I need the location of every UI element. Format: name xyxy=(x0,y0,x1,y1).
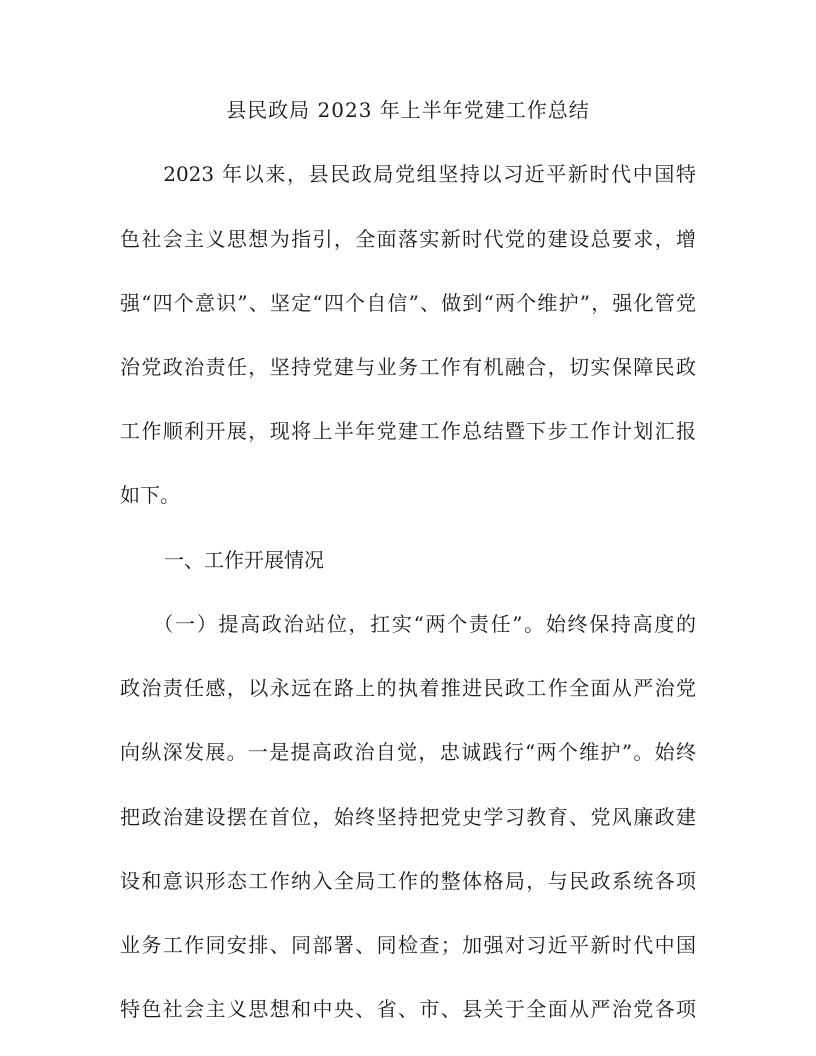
paragraph-line-9: 政治责任感，以永远在路上的执着推进民政工作全面从严治党 xyxy=(120,676,696,700)
paragraph-line-1: 2023 年以来，县民政局党组坚持以习近平新时代中国特 xyxy=(120,162,696,186)
document-title: 县民政局 2023 年上半年党建工作总结 xyxy=(226,98,590,122)
section-heading: 一、工作开展情况 xyxy=(164,548,324,572)
paragraph-line-5: 工作顺利开展，现将上半年党建工作总结暨下步工作计划汇报 xyxy=(120,419,696,443)
paragraph-line-4: 治党政治责任，坚持党建与业务工作有机融合，切实保障民政 xyxy=(120,355,696,379)
paragraph-line-2: 色社会主义思想为指引，全面落实新时代党的建设总要求，增 xyxy=(120,227,696,251)
paragraph-line-13: 业务工作同安排、同部署、同检查；加强对习近平新时代中国 xyxy=(120,933,696,957)
paragraph-line-8: （一）提高政治站位，扛实“两个责任”。始终保持高度的 xyxy=(120,612,696,636)
paragraph-line-11: 把政治建设摆在首位，始终坚持把党史学习教育、党风廉政建 xyxy=(120,805,696,829)
paragraph-line-14: 特色社会主义思想和中央、省、市、县关于全面从严治党各项 xyxy=(120,997,696,1021)
paragraph-line-12: 设和意识形态工作纳入全局工作的整体格局，与民政系统各项 xyxy=(120,869,696,893)
paragraph-line-10: 向纵深发展。一是提高政治自觉，忠诚践行“两个维护”。始终 xyxy=(120,740,696,764)
paragraph-line-3: 强“四个意识”、坚定“四个自信”、做到“两个维护”，强化管党 xyxy=(120,291,696,315)
paragraph-line-6: 如下。 xyxy=(120,483,180,507)
